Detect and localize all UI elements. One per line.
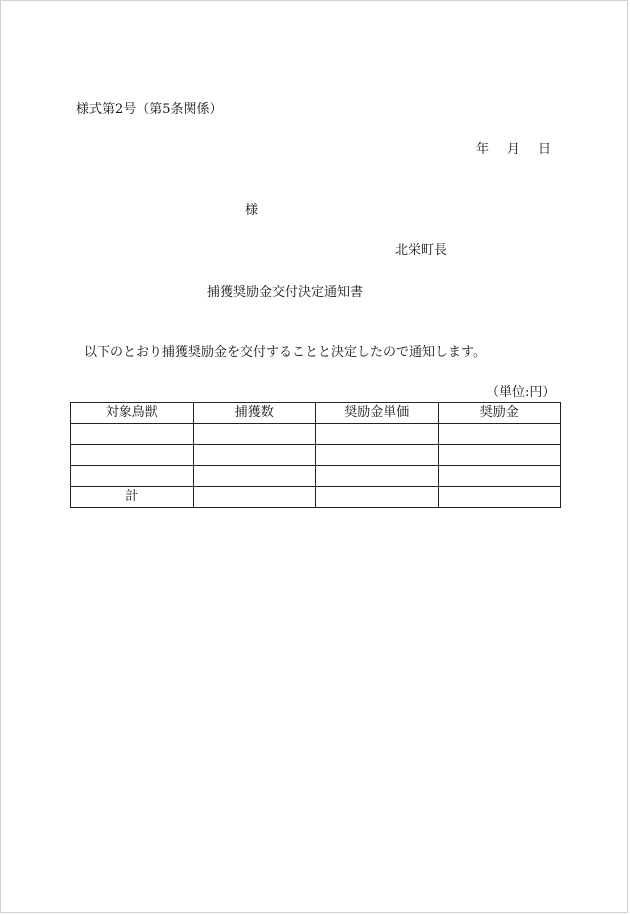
notice-body-text: 以下のとおり捕獲奨励金を交付することと決定したので通知します。 <box>84 345 486 360</box>
table-cell <box>71 445 194 466</box>
table-cell <box>316 445 439 466</box>
table-row <box>71 466 561 487</box>
table-cell <box>316 466 439 487</box>
table-header-row <box>71 403 561 424</box>
table-cell <box>316 487 439 508</box>
unit-note: （単位:円） <box>486 385 556 400</box>
table-cell <box>438 445 561 466</box>
date-day-label: 日 <box>538 142 552 157</box>
header-target-animal: 対象鳥獣 <box>71 403 194 424</box>
table-cell <box>193 445 316 466</box>
table-cell <box>71 466 194 487</box>
table-cell <box>71 424 194 445</box>
table-cell <box>316 424 439 445</box>
table-cell <box>193 424 316 445</box>
form-number: 様式第2号（第5条関係） <box>76 102 223 117</box>
document-title: 捕獲奨励金交付決定通知書 <box>207 285 364 300</box>
table-cell <box>438 466 561 487</box>
date-year-label: 年 <box>476 142 490 157</box>
table-cell <box>193 487 316 508</box>
table-row <box>71 445 561 466</box>
issuer-name: 北栄町長 <box>395 243 448 258</box>
reward-table <box>70 402 561 508</box>
date-line <box>476 143 551 156</box>
table-cell <box>438 487 561 508</box>
table-cell <box>438 424 561 445</box>
header-unit-price: 奨励金単価 <box>316 403 439 424</box>
header-capture-count: 捕獲数 <box>193 403 316 424</box>
table-row <box>71 424 561 445</box>
total-label: 計 <box>71 487 194 508</box>
date-month-label: 月 <box>507 142 521 157</box>
table-cell <box>193 466 316 487</box>
table-total-row <box>71 487 561 508</box>
addressee-suffix: 様 <box>245 203 259 218</box>
header-reward-amount: 奨励金 <box>438 403 561 424</box>
